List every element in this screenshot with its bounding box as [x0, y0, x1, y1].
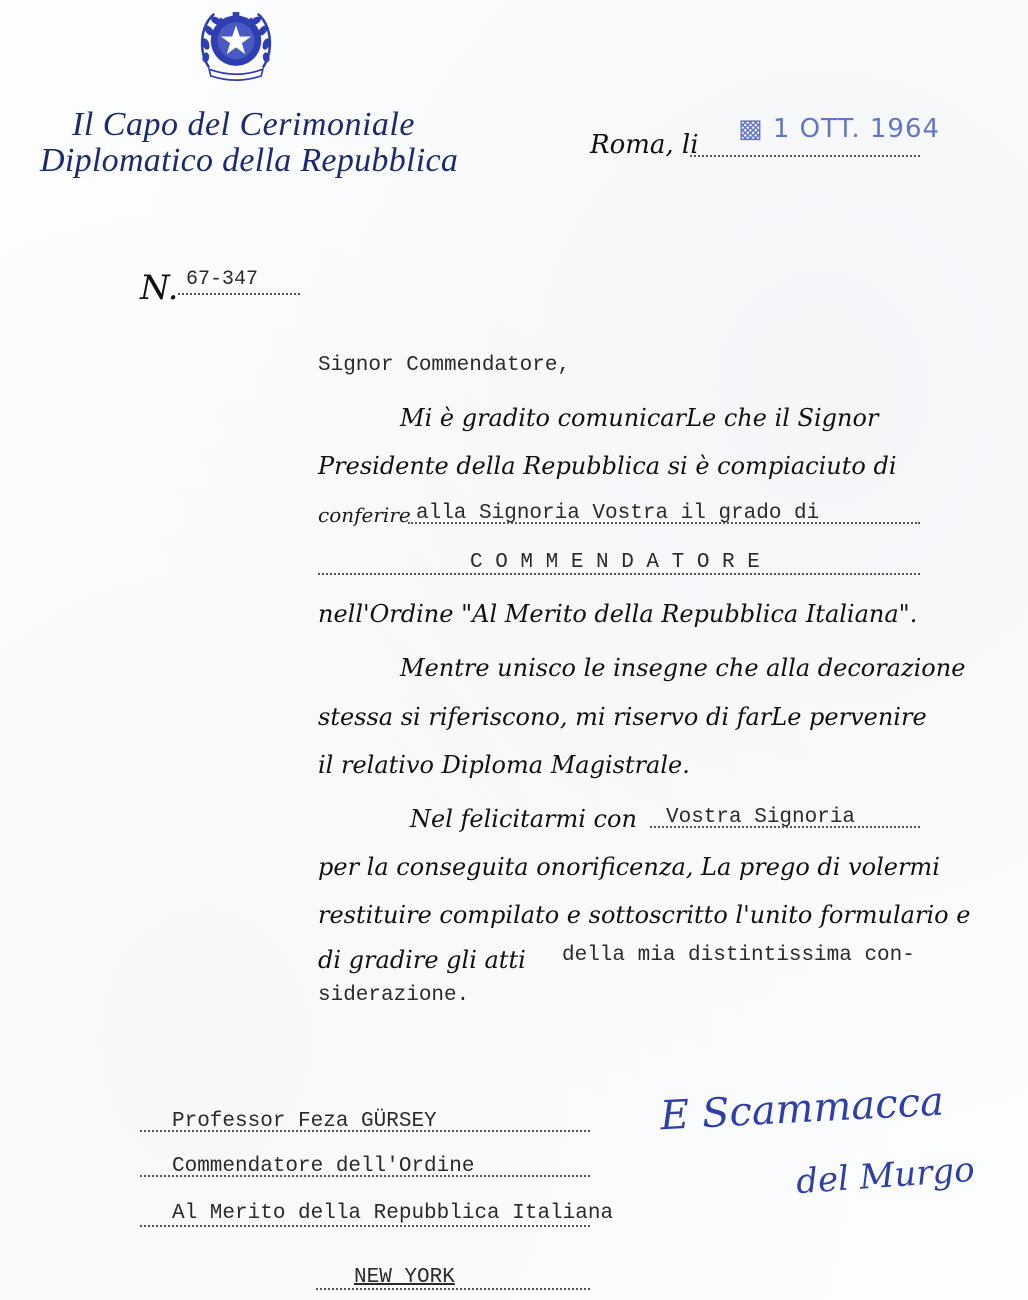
grade-dotted-line: [318, 573, 920, 575]
addressee-line2: Commendatore dell'Ordine: [172, 1155, 475, 1178]
addressee-dotted-line3: [140, 1225, 590, 1227]
letterhead-title-line2: Diplomatico della Repubblica: [40, 142, 459, 179]
signature-line2: del Murgo: [794, 1149, 976, 1203]
stamp-mark-icon: ▩: [738, 114, 773, 144]
reference-number: 67-347: [186, 268, 259, 291]
italian-republic-emblem-icon: [194, 2, 278, 86]
paragraph3-line1-printed: Nel felicitarmi con: [410, 805, 637, 833]
reference-label: N.: [140, 268, 179, 308]
paragraph2-line2: stessa si riferiscono, mi riservo di farLe pervenire: [318, 703, 927, 731]
paragraph3-line3: restituire compilato e sottoscritto l'unito formulario e: [318, 901, 971, 929]
grade: C O M M E N D A T O R E: [470, 551, 760, 574]
paragraph1-line3-printed: conferire: [318, 503, 411, 527]
salutation: Signor Commendatore,: [318, 354, 571, 377]
paragraph3-line5-typed: siderazione.: [318, 984, 470, 1007]
grant-dotted-line: [408, 522, 920, 524]
signature-line1: E Scammacca: [658, 1078, 945, 1140]
paragraph3-line4-typed: della mia distintissima con-: [562, 944, 915, 967]
addressee-city: NEW YORK: [354, 1266, 455, 1289]
addressee-dotted-line4: [316, 1288, 590, 1290]
paragraph1-line1: Mi è gradito comunicarLe che il Signor: [400, 404, 879, 432]
stamp-date: 1 OTT. 1964: [772, 114, 941, 144]
addressee-line3: Al Merito della Repubblica Italiana: [172, 1202, 614, 1225]
paragraph3-dotted-line: [650, 826, 920, 828]
date-stamp: [738, 114, 940, 144]
place-label: Roma, li: [590, 130, 699, 160]
addressee-dotted-line2: [140, 1175, 590, 1177]
paragraph1-line2: Presidente della Repubblica si è compiaciuto di: [318, 452, 897, 480]
paragraph3-line1-typed: Vostra Signoria: [666, 806, 856, 829]
order-name: nell'Ordine "Al Merito della Repubblica Italiana".: [318, 600, 918, 628]
paragraph1-line3-typed: alla Signoria Vostra il grado di: [416, 502, 820, 525]
addressee-dotted-line1: [140, 1130, 590, 1132]
paragraph3-line4-printed: di gradire gli atti: [318, 946, 526, 974]
date-dotted-line: [690, 155, 920, 157]
letterhead-title-line1: Il Capo del Cerimoniale: [72, 106, 415, 143]
reference-dotted-line: [178, 293, 300, 295]
addressee-line1: Professor Feza GÜRSEY: [172, 1110, 437, 1133]
paragraph2-line1: Mentre unisco le insegne che alla decorazione: [400, 654, 966, 682]
paragraph3-line2: per la conseguita onorificenza, La prego di volermi: [318, 853, 940, 881]
paragraph2-line3: il relativo Diploma Magistrale.: [318, 751, 690, 779]
